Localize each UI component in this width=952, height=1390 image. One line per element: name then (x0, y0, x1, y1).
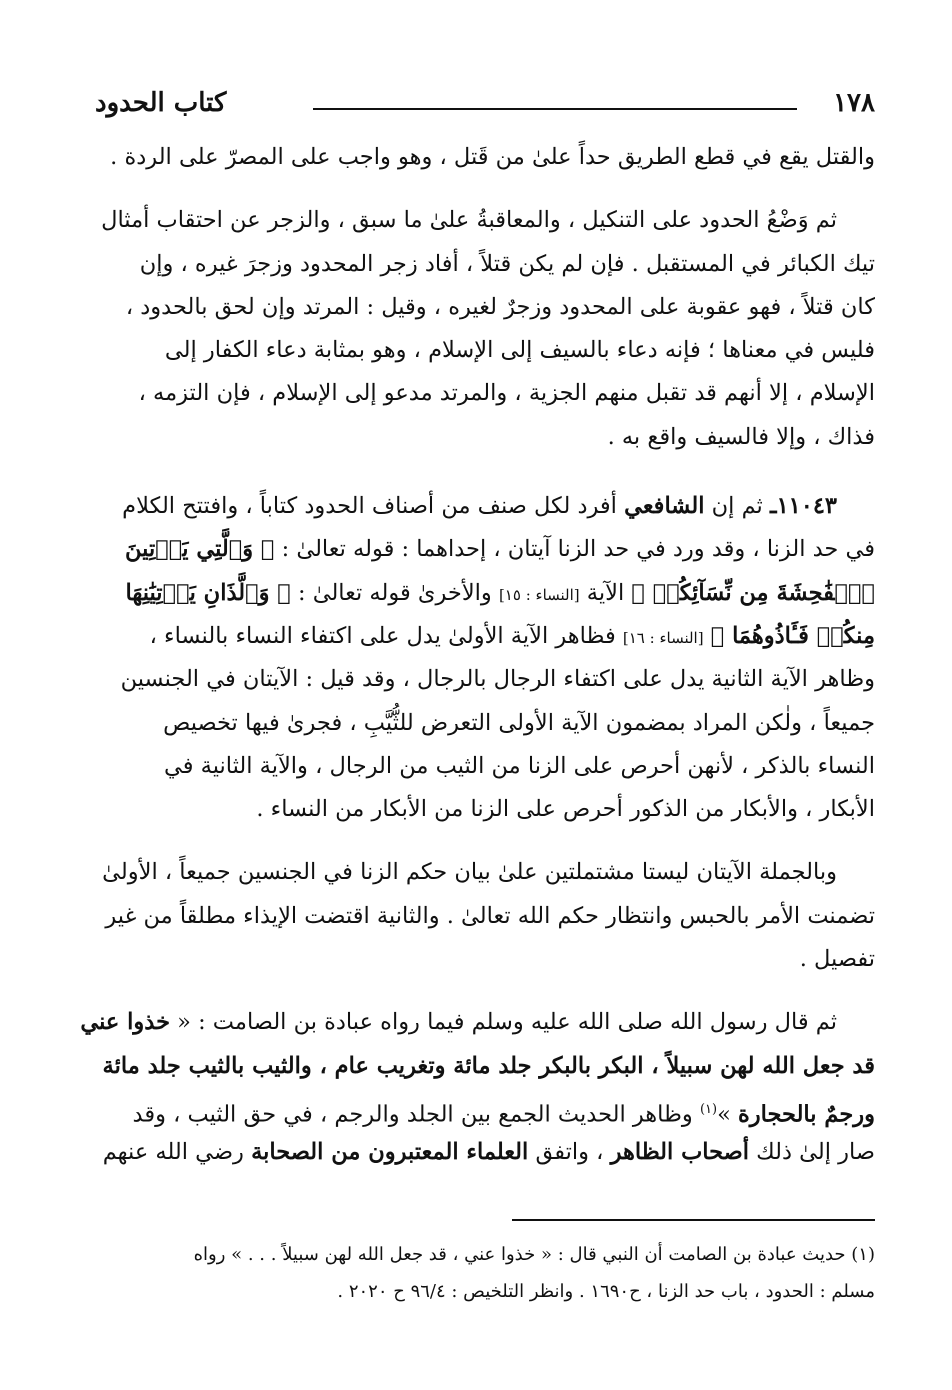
text-span: فظاهر الآية الأولىٰ يدل على اكتفاء النساء بالنساء ، (149, 622, 616, 649)
text-line (95, 572, 875, 615)
page-header (95, 82, 875, 126)
text-line: وظاهر الآية الثانية يدل على اكتفاء الرجال بالرجال ، وقد قيل : الآيتان في الجنسين (120, 666, 875, 693)
text-line: فذاك ، وإلا فالسيف واقع به . (607, 423, 875, 450)
text-line: ثم وَضْعُ الحدود على التنكيل ، والمعاقبةُ علىٰ ما سبق ، والزجر عن احتقاب أمثال (101, 207, 837, 234)
quran-verse: مِنكُمۡ فَـَٔاذُوهُمَا ﴾ (710, 622, 875, 649)
text-line: والقتل يقع في قطع الطريق حداً علىٰ من قَتل ، وهو واجب على المصرّ على الردة . (110, 144, 875, 170)
hadith-text: خذوا عني (80, 1009, 170, 1036)
text-span: وظاهر الحديث الجمع بين الجلد والرجم ، في حق الثيب ، وقد (132, 1101, 693, 1128)
section-number: ١١٠٤٣ـ (769, 493, 837, 520)
text-span: أفرد لكل صنف من أصناف الحدود كتاباً ، وافتتح الكلام (122, 493, 617, 520)
text-line (80, 1001, 875, 1044)
footnote-marker[interactable]: (١) (699, 1101, 718, 1117)
hadith-line: قد جعل الله لهن سبيلاً ، البكر بالبكر جلد مائة وتغريب عام ، والثيب بالثيب جلد مائة (102, 1052, 875, 1079)
footnote-line: (١) حديث عبادة بن الصامت أن النبي قال : « خذوا عني ، قد جعل الله لهن سبيلاً . . . » رواه (193, 1244, 875, 1265)
text-span: ثم قال رسول الله صلى الله عليه وسلم فيما رواه عبادة بن الصامت : « (177, 1009, 837, 1036)
text-span: ، واتفق (535, 1139, 604, 1166)
verse-reference: [النساء : ١٦] (622, 628, 704, 647)
text-line (95, 485, 875, 528)
quran-verse: ﴿ وَٱلَّتِي يَأۡتِينَ (125, 536, 275, 563)
text-line (95, 528, 875, 571)
book-title: كتاب الحدود (95, 88, 227, 118)
text-span: صار إلىٰ ذلك (756, 1139, 875, 1166)
text-line: النساء بالذكر ، لأنهن أحرص على الزنا من الثيب من الرجال ، والآية الثانية في (163, 752, 875, 779)
text-line: تضمنت الأمر بالحبس وانتظار حكم الله تعالىٰ . والثانية اقتضت الإيذاء مطلقاً من غير (105, 902, 875, 929)
paragraph-gap (95, 459, 875, 485)
text-line: كان قتلاً ، فهو عقوبة على المحدود وزجرٌ لغيره ، وقيل : المرتد وإن لحق بالحدود ، (125, 293, 875, 320)
hadith-text: ورجمٌ بالحجارة (738, 1101, 875, 1128)
footnote-line: مسلم : الحدود ، باب حد الزنا ، ح١٦٩٠ . وانظر التلخيص : ٩٦/٤ ح ٢٠٢٠ . (337, 1281, 875, 1302)
paragraph-gap (95, 831, 875, 851)
text-line (95, 1131, 875, 1174)
text-span: رضي الله عنهم (102, 1139, 244, 1166)
verse-reference: [النساء : ١٥] (498, 585, 580, 604)
text-line: تيك الكبائر في المستقبل . فإن لم يكن قتلاً ، أفاد زجر المحدود وزجرَ غيره ، وإن (139, 250, 875, 277)
paragraph-gap (95, 981, 875, 1001)
text-line: فليس في معناها ؛ فإنه دعاء بالسيف إلى الإسلام ، وهو بمثابة دعاء الكفار إلى (164, 337, 875, 364)
header-rule (313, 108, 797, 110)
text-line: جميعاً ، ولٰكن المراد بمضمون الآية الأولى التعرض للثُّيَّبِ ، فجرىٰ فيها تخصيص (163, 709, 875, 736)
page-number: ١٧٨ (833, 88, 875, 118)
text-line: الأبكار ، والأبكار من الذكور أحرص على الزنا من الأبكار من النساء . (256, 796, 875, 823)
text-line (95, 1088, 875, 1131)
footnote-rule (512, 1219, 875, 1221)
main-text (80, 136, 875, 1175)
text-line: تفصيل . (799, 946, 875, 973)
quran-verse: ٱلۡفَٰحِشَةَ مِن نِّسَآئِكُمۡ ﴾ (631, 579, 875, 606)
bold-term: أصحاب الظاهر (610, 1139, 750, 1166)
name-bold: الشافعي (624, 493, 705, 520)
paragraph-gap (95, 179, 875, 199)
text-span: في حد الزنا ، وقد ورد في حد الزنا آيتان ، إحداهما : قوله تعالىٰ : (281, 536, 875, 563)
quran-verse: ﴿ وَٱلَّذَانِ يَأۡتِيَٰنِهَا (125, 579, 291, 606)
text-span: الآية (586, 579, 625, 606)
text-span: ثم إن (711, 493, 763, 520)
text-span: والأخرىٰ قوله تعالىٰ : (297, 579, 492, 606)
footnotes (95, 1236, 875, 1310)
text-line: وبالجملة الآيتان ليستا مشتملتين علىٰ بيان حكم الزنا في الجنسين جميعاً ، الأولىٰ (102, 859, 837, 886)
text-line (95, 615, 875, 658)
text-line: الإسلام ، إلا أنهم قد تقبل منهم الجزية ، والمرتد مدعو إلى الإسلام ، فإن التزمه ، (138, 380, 875, 407)
text-span: » (717, 1101, 731, 1128)
bold-term: العلماء المعتبرون من الصحابة (251, 1139, 529, 1166)
